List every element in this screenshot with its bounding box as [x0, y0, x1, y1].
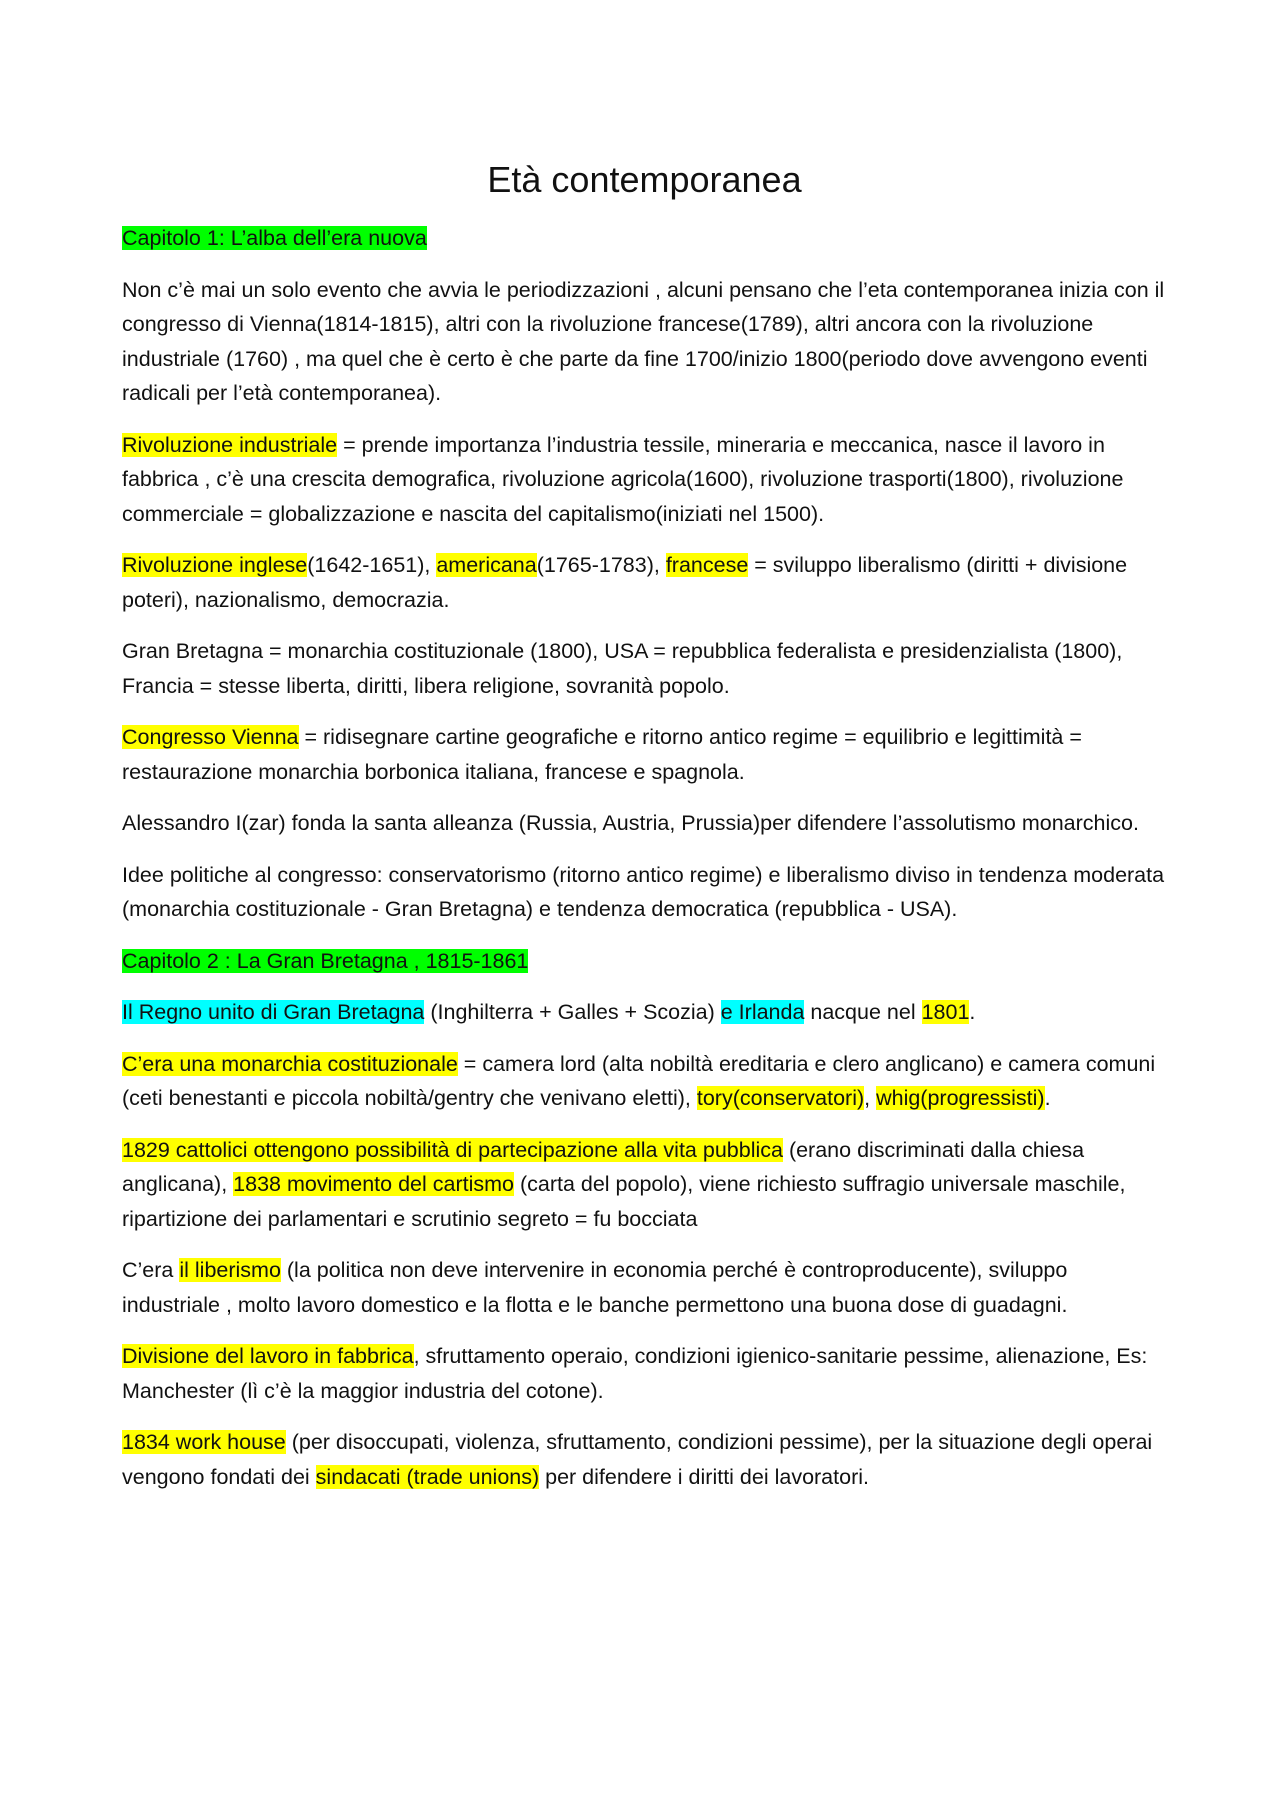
chapter-heading: [122, 944, 1167, 979]
highlighted-text: francese: [665, 553, 749, 577]
text-segment: (Inghilterra + Galles + Scozia): [424, 1000, 721, 1024]
text-segment: Alessandro I(zar) fonda la santa alleanza (Russia, Austria, Prussia)per difendere l’assolutismo monarchico.: [122, 811, 1139, 835]
highlighted-text: Rivoluzione inglese: [122, 553, 308, 577]
text-segment: (la politica non deve intervenire in economia perché è controproducente), sviluppo industriale , molto lavoro domestico e la flotta e le banche permettono una buona dose di guadagni.: [122, 1258, 1068, 1317]
body-paragraph: [122, 1253, 1167, 1322]
text-segment: Idee politiche al congresso: conservatorismo (ritorno antico regime) e liberalismo diviso in tendenza moderata (monarchia costituzionale - Gran Bretagna) e tendenza democratica (repubblica - USA).: [122, 862, 1165, 921]
highlighted-text: sindacati (trade unions): [315, 1464, 540, 1489]
chapter-heading: [122, 221, 1167, 256]
text-segment: ,: [864, 1086, 877, 1110]
text-segment: nacque nel: [804, 1000, 922, 1024]
highlighted-text: Rivoluzione industriale: [122, 432, 338, 457]
body-paragraph: [122, 1133, 1167, 1237]
highlighted-text: tory(conservatori): [696, 1086, 865, 1110]
highlighted-text: Il Regno unito di Gran Bretagna: [122, 1000, 425, 1024]
body-paragraph: [122, 634, 1167, 703]
text-segment: Non c’è mai un solo evento che avvia le periodizzazioni , alcuni pensano che l’eta contemporanea inizia con il congresso di Vienna(1814-1815), altri con la rivoluzione francese(1789), altri ancora con la rivoluzione industriale (1760) , ma quel che è certo è che parte da fine 1700/inizio 1800(periodo dove avvengono eventi radicali per l’età contemporanea).: [122, 277, 1165, 405]
text-segment: = camera lord (alta nobiltà ereditaria e clero anglicano) e camera comuni (ceti benestanti e piccola nobiltà/gentry che venivano eletti),: [122, 1051, 1156, 1110]
highlighted-text: e Irlanda: [720, 1000, 805, 1024]
body-paragraph: [122, 806, 1167, 841]
text-segment: = ridisegnare cartine geografiche e ritorno antico regime = equilibrio e legittimità = restaurazione monarchia borbonica italiana, francese e spagnola.: [122, 725, 1082, 784]
text-segment: .: [1044, 1086, 1051, 1110]
text-segment: C’era: [122, 1258, 180, 1282]
text-segment: (carta del popolo), viene richiesto suffragio universale maschile, ripartizione dei parlamentari e scrutinio segreto = fu bocciata: [122, 1172, 1126, 1231]
highlighted-text: whig(progressisti): [876, 1086, 1045, 1110]
text-segment: (per disoccupati, violenza, sfruttamento, condizioni pessime), per la situazione degli operai vengono fondati dei: [122, 1430, 1153, 1489]
text-segment: Gran Bretagna = monarchia costituzionale (1800), USA = repubblica federalista e presidenzialista (1800), Francia = stesse liberta, diritti, libera religione, sovranità popolo.: [122, 639, 1123, 698]
text-segment: (erano discriminati dalla chiesa anglicana),: [122, 1137, 1085, 1196]
text-segment: (1642-1651),: [307, 553, 437, 577]
body-paragraph: [122, 720, 1167, 789]
text-segment: .: [969, 1000, 976, 1024]
highlighted-text: il liberismo: [179, 1258, 281, 1282]
highlighted-text: Capitolo 2 : La Gran Bretagna , 1815-1861: [122, 948, 529, 973]
document-content: [122, 155, 1167, 1511]
highlighted-text: americana: [436, 553, 537, 577]
highlighted-text: 1829 cattolici ottengono possibilità di partecipazione alla vita pubblica: [122, 1137, 783, 1162]
text-segment: = prende importanza l’industria tessile, mineraria e meccanica, nasce il lavoro in fabbrica , c’è una crescita demografica, rivoluzione agricola(1600), rivoluzione trasporti(1800), rivoluzione commerciale = globalizzazione e nascita del capitalismo(iniziati nel 1500).: [122, 432, 1124, 526]
highlighted-text: Capitolo 1: L’alba dell’era nuova: [122, 226, 427, 250]
highlighted-text: Divisione del lavoro in fabbrica: [122, 1344, 414, 1368]
text-segment: = sviluppo liberalismo (diritti + divisione poteri), nazionalismo, democrazia.: [122, 553, 1128, 612]
text-segment: (1765-1783),: [536, 553, 666, 577]
paragraph-list: [122, 221, 1167, 1494]
text-segment: per difendere i diritti dei lavoratori.: [539, 1464, 869, 1489]
body-paragraph: [122, 273, 1167, 411]
highlighted-text: C’era una monarchia costituzionale: [122, 1051, 458, 1076]
body-paragraph: [122, 858, 1167, 927]
text-segment: , sfruttamento operaio, condizioni igienico-sanitarie pessime, alienazione, Es: Manchester (lì c’è la maggior industria del cotone).: [122, 1344, 1148, 1403]
highlighted-text: 1838 movimento del cartismo: [233, 1172, 514, 1196]
body-paragraph: [122, 995, 1167, 1030]
body-paragraph: [122, 1425, 1167, 1494]
body-paragraph: [122, 548, 1167, 617]
highlighted-text: 1834 work house: [122, 1430, 286, 1454]
highlighted-text: Congresso Vienna: [122, 725, 299, 749]
body-paragraph: [122, 1047, 1167, 1116]
highlighted-text: 1801: [921, 1000, 970, 1024]
body-paragraph: [122, 428, 1167, 532]
document-title: Età contemporanea: [487, 159, 802, 200]
body-paragraph: [122, 1339, 1167, 1408]
